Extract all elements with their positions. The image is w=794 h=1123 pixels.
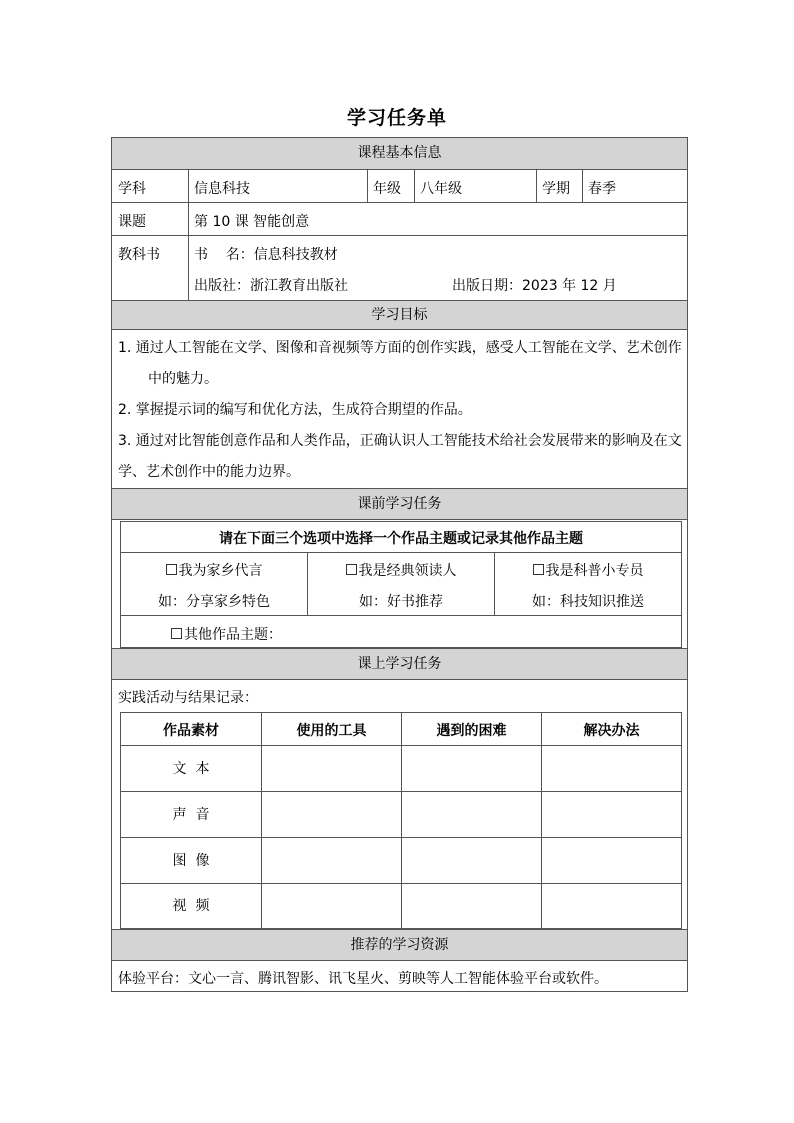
lesson-label: 课题: [118, 214, 146, 230]
table-row-text: 文 本: [172, 761, 210, 777]
table-row-video: 视 频: [172, 898, 210, 914]
table-row-image: 图 像: [172, 853, 210, 869]
option-science-promoter-example: 如：科技知识推送: [532, 594, 644, 610]
section-basic-info: 课程基本信息: [112, 137, 687, 170]
divider: [121, 615, 681, 616]
header-tools: 使用的工具: [296, 723, 367, 739]
divider: [414, 170, 415, 202]
option-science-promoter[interactable]: 我是科普小专员: [495, 560, 681, 580]
objective-2: 2. 掌握提示词的编写和优化方法，生成符合期望的作品。: [118, 402, 472, 418]
divider: [112, 202, 687, 203]
section-pre-class: 课前学习任务: [112, 488, 687, 520]
grade-label: 年级: [373, 181, 401, 197]
book-name: 书 名：信息科技教材: [194, 247, 338, 263]
in-task-table: [120, 712, 682, 929]
divider: [121, 883, 681, 884]
divider: [582, 170, 583, 202]
divider: [367, 170, 368, 202]
subject-value: 信息科技: [194, 181, 250, 197]
section-in-class: 课上学习任务: [112, 648, 687, 680]
pre-task-table: [120, 521, 682, 648]
option-hometown[interactable]: 我为家乡代言: [121, 560, 307, 580]
divider: [112, 235, 687, 236]
term-value: 春季: [588, 181, 616, 197]
header-difficulties: 遇到的困难: [436, 723, 507, 739]
grade-value: 八年级: [420, 181, 462, 197]
divider: [536, 170, 537, 202]
lesson-value: 第 10 课 智能创意: [194, 214, 310, 230]
checkbox-icon[interactable]: [346, 564, 357, 575]
divider: [121, 791, 681, 792]
divider: [121, 837, 681, 838]
objective-3: 3. 通过对比智能创意作品和人类作品，正确认识人工智能技术给社会发展带来的影响及在文 学、艺术创作中的能力边界。: [118, 433, 682, 480]
page-title: 学习任务单: [346, 107, 447, 129]
option-other[interactable]: 其他作品主题：: [171, 624, 282, 644]
header-solutions: 解决办法: [583, 723, 640, 739]
divider: [121, 745, 681, 746]
checkbox-icon[interactable]: [166, 564, 177, 575]
section-resources: 推荐的学习资源: [112, 929, 687, 961]
objective-1: 1. 通过人工智能在文学、图像和音视频等方面的创作实践，感受人工智能在文学、艺术创作 中的魅力。: [118, 340, 682, 387]
subject-label: 学科: [118, 181, 146, 197]
header-material: 作品素材: [163, 723, 219, 739]
resources-text: 体验平台：文心一言、腾讯智影、讯飞星火、剪映等人工智能体验平台或软件。: [118, 971, 608, 987]
in-task-intro: 实践活动与结果记录：: [118, 690, 258, 706]
publisher: 出版社：浙江教育出版社: [194, 278, 348, 294]
pre-task-instruction: 请在下面三个选项中选择一个作品主题或记录其他作品主题: [219, 531, 583, 547]
textbook-label: 教科书: [118, 247, 160, 263]
option-classic-reader-example: 如：好书推荐: [359, 594, 443, 610]
section-objectives: 学习目标: [112, 300, 687, 330]
task-sheet-table: [111, 137, 688, 992]
checkbox-icon[interactable]: [533, 564, 544, 575]
term-label: 学期: [542, 181, 570, 197]
option-classic-reader[interactable]: 我是经典领读人: [308, 560, 494, 580]
divider: [121, 552, 681, 553]
table-row-audio: 声 音: [172, 807, 210, 823]
publish-date: 出版日期：2023 年 12 月: [452, 278, 617, 294]
checkbox-icon[interactable]: [171, 628, 182, 639]
option-hometown-example: 如：分享家乡特色: [158, 594, 270, 610]
